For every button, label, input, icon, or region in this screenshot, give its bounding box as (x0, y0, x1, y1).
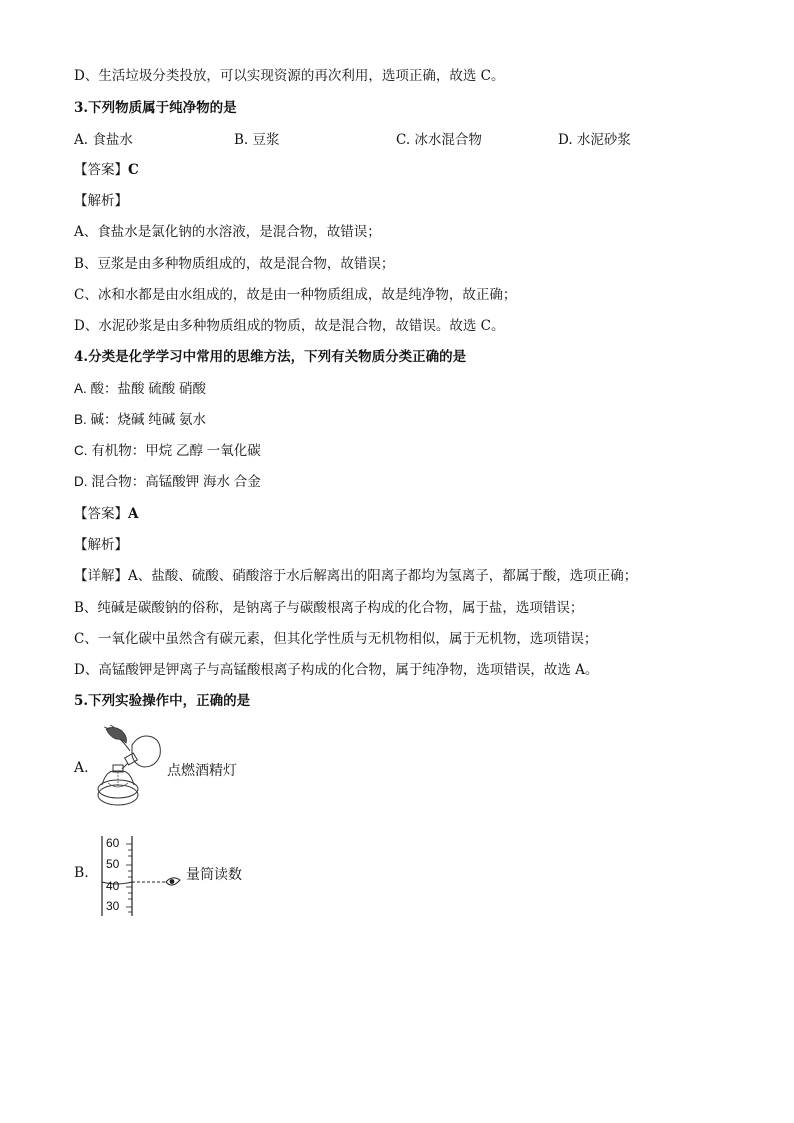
q4-option-d: D. 混合物：高锰酸钾 海水 合金 (74, 474, 261, 489)
question-4 (74, 347, 466, 367)
answer-value: C (128, 162, 139, 178)
answer-value: A (128, 506, 139, 522)
answer-tag: 【答案】 (74, 162, 128, 178)
q3-analysis-c: C、冰和水都是由水组成的，故是由一种物质组成，故是纯净物，故正确； (74, 287, 517, 303)
figure-a-label: A. (74, 760, 89, 776)
q3-analysis-a: A、食盐水是氯化钠的水溶液，是混合物，故错误； (74, 224, 381, 240)
q3-option-d: D. 水泥砂浆 (558, 132, 631, 148)
cylinder-tick-40: 40 (106, 879, 120, 893)
question-3 (74, 98, 237, 118)
cylinder-tick-30: 30 (106, 899, 120, 913)
q3-analysis-tag: 【解析】 (74, 193, 128, 209)
q4-option-c: C. 有机物：甲烷 乙醇 一氧化碳 (74, 443, 261, 458)
q4-explain-d: D、高锰酸钾是钾离子与高锰酸根离子构成的化合物，属于纯净物，选项错误，故选 A。 (74, 662, 599, 678)
question-4-text: 4.分类是化学学习中常用的思维方法，下列有关物质分类正确的是 (74, 349, 467, 365)
q4-explain-b: B、纯碱是碳酸钠的俗称，是钠离子与碳酸根离子构成的化合物，属于盐，选项错误； (74, 600, 584, 616)
q4-option-b: B. 碱：烧碱 纯碱 氨水 (74, 412, 207, 427)
text-line-prev-d: D、生活垃圾分类投放，可以实现资源的再次利用，选项正确，故选 C。 (74, 68, 505, 84)
q3-analysis-d: D、水泥砂浆是由多种物质组成的物质，故是混合物，故错误。故选 C。 (74, 318, 505, 334)
figure-b-label: B. (74, 865, 89, 881)
q4-analysis-tag: 【解析】 (74, 537, 128, 553)
answer-tag: 【答案】 (74, 506, 128, 522)
q3-option-b: B. 豆浆 (234, 132, 280, 148)
cylinder-tick-60: 60 (106, 836, 120, 850)
q4-option-a: A. 酸：盐酸 硫酸 硝酸 (74, 381, 207, 396)
q3-option-a: A. 食盐水 (74, 132, 133, 148)
q4-detail: 【详解】A、盐酸、硫酸、硝酸溶于水后解离出的阳离子都均为氢离子，都属于酸，选项正确； (74, 568, 638, 584)
alcohol-lamp-illustration (92, 725, 172, 813)
figure-b-caption: 量筒读数 (186, 867, 242, 883)
cylinder-tick-50: 50 (106, 857, 120, 871)
q3-option-c: C. 冰水混合物 (396, 132, 482, 148)
q3-analysis-b: B、豆浆是由多种物质组成的，故是混合物，故错误； (74, 256, 395, 272)
question-5-text: 5.下列实验操作中，正确的是 (74, 693, 251, 709)
question-5 (74, 691, 250, 711)
q4-explain-c: C、一氧化碳中虽然含有碳元素，但其化学性质与无机物相似，属于无机物，选项错误； (74, 631, 598, 647)
figure-a-caption: 点燃酒精灯 (167, 763, 237, 779)
question-3-text: 3.下列物质属于纯净物的是 (74, 100, 237, 116)
q4-answer (74, 504, 138, 524)
q3-answer (74, 160, 139, 180)
